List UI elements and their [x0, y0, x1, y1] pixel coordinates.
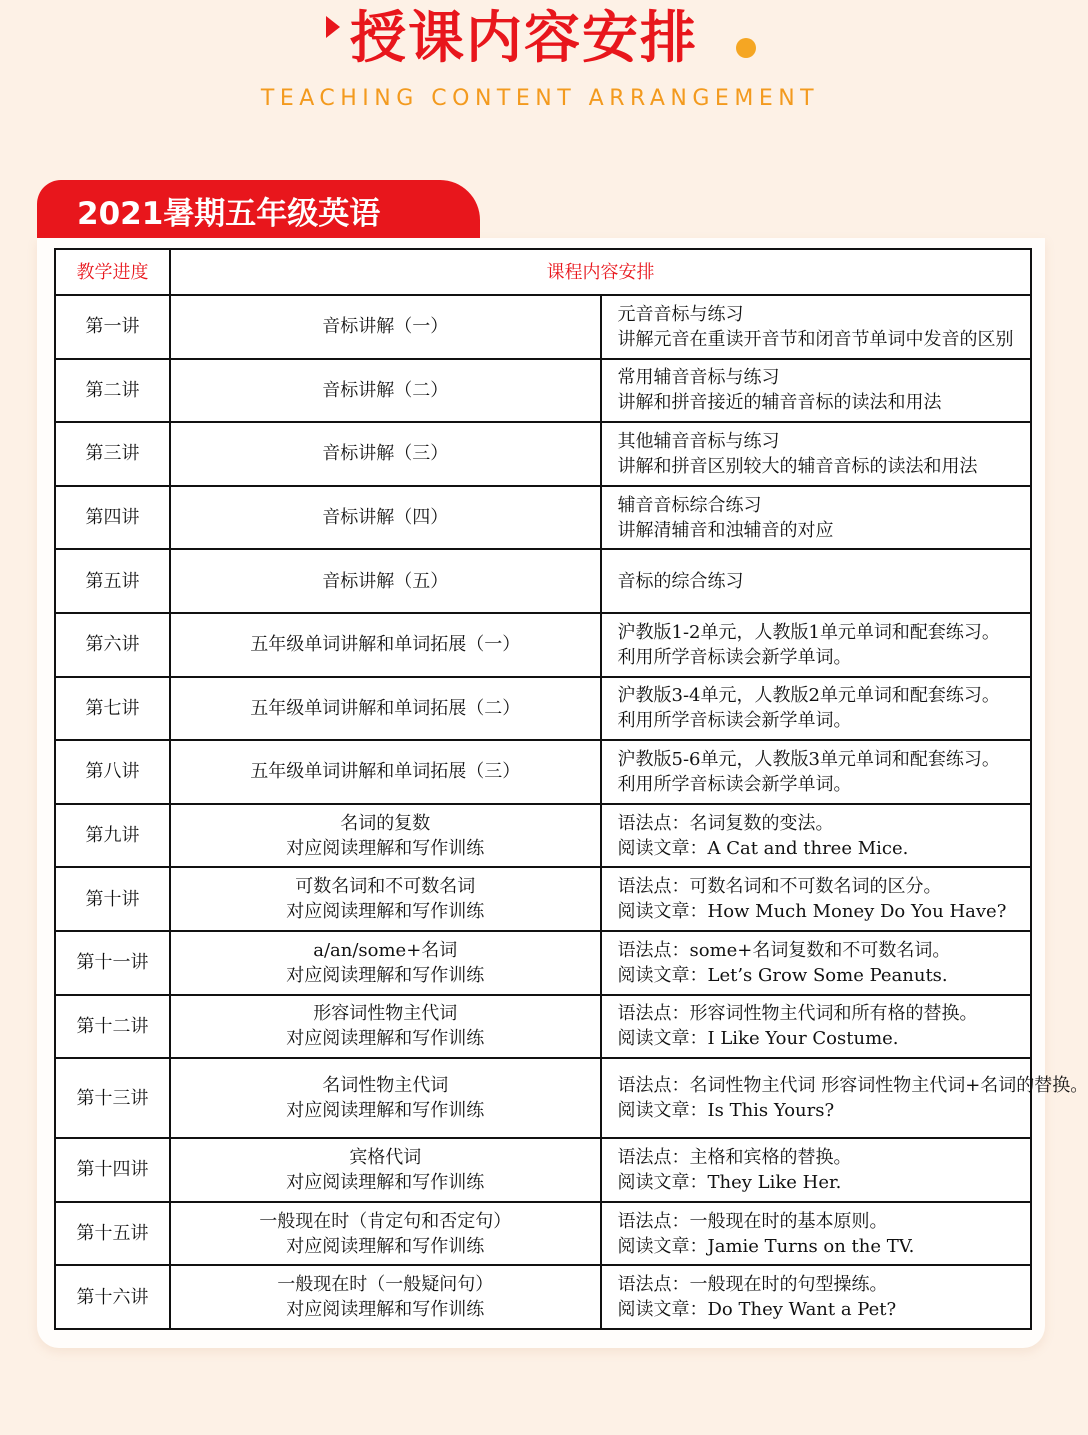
lesson-details: [601, 1265, 1032, 1329]
detail-line: 阅读文章：Is This Yours?: [617, 1100, 835, 1122]
lesson-topic: [170, 486, 601, 550]
table-row: [55, 486, 1031, 550]
detail-line: 语法点：形容词性物主代词和所有格的替换。: [617, 1003, 978, 1025]
table-row: [55, 1265, 1031, 1329]
detail-line: 其他辅音音标与练习: [617, 430, 780, 452]
lesson-topic: [170, 804, 601, 868]
lesson-topic: [170, 867, 601, 931]
table-row: [55, 867, 1031, 931]
detail-line: 利用所学音标读会新学单词。: [617, 646, 852, 668]
detail-line: 语法点：名词复数的变法。: [617, 812, 834, 834]
detail-line: 元音音标与练习: [617, 303, 744, 325]
lesson-number: 第十一讲: [55, 931, 170, 995]
detail-line: 阅读文章：Do They Want a Pet?: [617, 1299, 897, 1321]
topic-line: 对应阅读理解和写作训练: [286, 964, 485, 986]
header-content: 课程内容安排: [170, 249, 1031, 295]
detail-line: 讲解元音在重读开音节和闭音节单词中发音的区别: [617, 328, 1014, 350]
topic-line: 五年级单词讲解和单词拓展（二）: [250, 697, 521, 719]
lesson-number: 第一讲: [55, 295, 170, 359]
detail-line: 语法点：some+名词复数和不可数名词。: [617, 939, 951, 961]
detail-line: 讲解和拼音区别较大的辅音音标的读法和用法: [617, 455, 978, 477]
topic-line: 五年级单词讲解和单词拓展（一）: [250, 634, 521, 656]
topic-line: 音标讲解（三）: [322, 443, 449, 465]
topic-line: 可数名词和不可数名词: [295, 876, 476, 898]
lesson-topic: [170, 549, 601, 613]
table-row: [55, 931, 1031, 995]
detail-line: 语法点：一般现在时的基本原则。: [617, 1210, 888, 1232]
lesson-details: [601, 677, 1032, 741]
lesson-topic: [170, 359, 601, 423]
topic-line: 对应阅读理解和写作训练: [286, 1100, 485, 1122]
detail-line: 阅读文章：They Like Her.: [617, 1171, 842, 1193]
topic-line: 对应阅读理解和写作训练: [286, 901, 485, 923]
lesson-topic: [170, 995, 601, 1059]
topic-line: 对应阅读理解和写作训练: [286, 1028, 485, 1050]
lesson-number: 第三讲: [55, 422, 170, 486]
lesson-number: 第十讲: [55, 867, 170, 931]
topic-line: 五年级单词讲解和单词拓展（三）: [250, 761, 521, 783]
lesson-details: [601, 359, 1032, 423]
lesson-details: [601, 549, 1032, 613]
detail-line: 阅读文章：I Like Your Costume.: [617, 1028, 899, 1050]
lesson-topic: [170, 1058, 601, 1138]
topic-line: 宾格代词: [349, 1146, 422, 1168]
table-row: [55, 549, 1031, 613]
lesson-number: 第九讲: [55, 804, 170, 868]
table-row: [55, 295, 1031, 359]
detail-line: 沪教版3-4单元，人教版2单元单词和配套练习。: [617, 685, 1000, 707]
page-title: 授课内容安排: [350, 6, 698, 71]
table-header-row: [55, 249, 1031, 295]
detail-line: 讲解和拼音接近的辅音音标的读法和用法: [617, 392, 942, 414]
lesson-details: [601, 804, 1032, 868]
table-row: [55, 740, 1031, 804]
detail-line: 阅读文章：Let’s Grow Some Peanuts.: [617, 964, 948, 986]
lesson-details: [601, 422, 1032, 486]
topic-line: 对应阅读理解和写作训练: [286, 837, 485, 859]
topic-line: 名词性物主代词: [322, 1075, 449, 1097]
lesson-details: [601, 486, 1032, 550]
detail-line: 辅音音标综合练习: [617, 494, 762, 516]
detail-line: 语法点：可数名词和不可数名词的区分。: [617, 876, 942, 898]
table-row: [55, 1202, 1031, 1266]
topic-line: 音标讲解（五）: [322, 570, 449, 592]
lesson-number: 第八讲: [55, 740, 170, 804]
header-progress: 教学进度: [55, 249, 170, 295]
detail-line: 讲解清辅音和浊辅音的对应: [617, 519, 834, 541]
lesson-details: [601, 931, 1032, 995]
topic-line: 对应阅读理解和写作训练: [286, 1171, 485, 1193]
table-row: [55, 677, 1031, 741]
lesson-number: 第五讲: [55, 549, 170, 613]
table-row: [55, 613, 1031, 677]
lesson-topic: [170, 677, 601, 741]
lesson-topic: [170, 931, 601, 995]
lesson-number: 第十六讲: [55, 1265, 170, 1329]
detail-line: 沪教版5-6单元，人教版3单元单词和配套练习。: [617, 748, 1000, 770]
lesson-topic: [170, 422, 601, 486]
detail-line: 音标的综合练习: [617, 570, 744, 592]
lesson-topic: [170, 1265, 601, 1329]
topic-line: 音标讲解（二）: [322, 379, 449, 401]
detail-line: 常用辅音音标与练习: [617, 367, 780, 389]
course-tab: [37, 180, 480, 238]
lesson-number: 第十五讲: [55, 1202, 170, 1266]
table-row: [55, 804, 1031, 868]
lesson-number: 第四讲: [55, 486, 170, 550]
detail-line: 沪教版1-2单元，人教版1单元单词和配套练习。: [617, 621, 1000, 643]
lesson-topic: [170, 1138, 601, 1202]
lesson-number: 第二讲: [55, 359, 170, 423]
lesson-topic: [170, 1202, 601, 1266]
detail-line: 语法点：主格和宾格的替换。: [617, 1146, 852, 1168]
course-tab-label: 2021暑期五年级英语: [77, 196, 381, 232]
detail-line: 阅读文章：Jamie Turns on the TV.: [617, 1235, 915, 1257]
topic-line: 一般现在时（肯定句和否定句）: [259, 1210, 512, 1232]
table-row: [55, 1058, 1031, 1138]
topic-line: 一般现在时（一般疑问句）: [277, 1274, 494, 1296]
topic-line: 名词的复数: [340, 812, 431, 834]
lesson-number: 第七讲: [55, 677, 170, 741]
lesson-number: 第十三讲: [55, 1058, 170, 1138]
topic-line: 音标讲解（一）: [322, 316, 449, 338]
lesson-details: [601, 295, 1032, 359]
topic-line: 形容词性物主代词: [313, 1003, 458, 1025]
lesson-number: 第十四讲: [55, 1138, 170, 1202]
detail-line: 阅读文章：A Cat and three Mice.: [617, 837, 909, 859]
lesson-topic: [170, 740, 601, 804]
detail-line: 语法点：名词性物主代词 形容词性物主代词+名词的替换。: [617, 1075, 1088, 1097]
topic-line: a/an/some+名词: [313, 939, 458, 961]
detail-line: 阅读文章：How Much Money Do You Have?: [617, 901, 1007, 923]
page-header: [0, 0, 1080, 140]
table-row: [55, 1138, 1031, 1202]
schedule-table: [54, 248, 1088, 1330]
lesson-details: [601, 1202, 1032, 1266]
page-subtitle: TEACHING CONTENT ARRANGEMENT: [260, 86, 820, 111]
topic-line: 对应阅读理解和写作训练: [286, 1299, 485, 1321]
table-row: [55, 995, 1031, 1059]
table-body: [55, 295, 1088, 1329]
detail-line: 利用所学音标读会新学单词。: [617, 773, 852, 795]
lesson-details: [601, 995, 1032, 1059]
title-arrow-icon: [326, 16, 340, 38]
table-row: [55, 359, 1031, 423]
topic-line: 对应阅读理解和写作训练: [286, 1235, 485, 1257]
detail-line: 利用所学音标读会新学单词。: [617, 710, 852, 732]
lesson-details: [601, 867, 1032, 931]
table-row: [55, 422, 1031, 486]
topic-line: 音标讲解（四）: [322, 507, 449, 529]
lesson-number: 第十二讲: [55, 995, 170, 1059]
lesson-topic: [170, 613, 601, 677]
lesson-topic: [170, 295, 601, 359]
lesson-details: [601, 613, 1032, 677]
lesson-details: [601, 1138, 1032, 1202]
title-dot-icon: [736, 38, 756, 58]
lesson-details: [601, 1058, 1088, 1138]
lesson-details: [601, 740, 1032, 804]
lesson-number: 第六讲: [55, 613, 170, 677]
detail-line: 语法点：一般现在时的句型操练。: [617, 1274, 888, 1296]
